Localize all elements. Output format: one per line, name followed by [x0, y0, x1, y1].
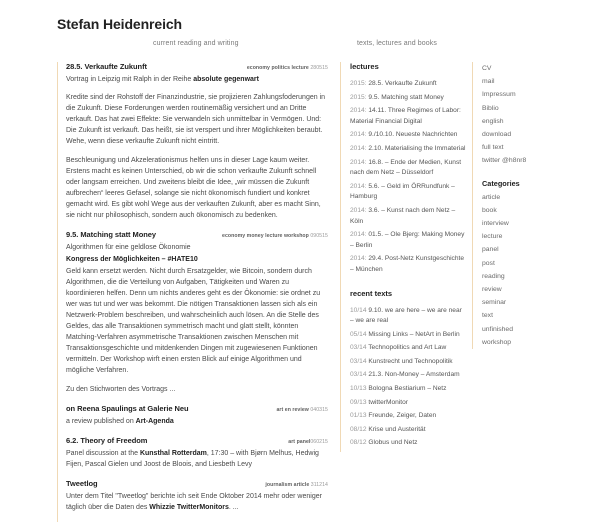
category-item-lecture[interactable]: lecture: [482, 233, 503, 241]
article-date: 280515: [310, 65, 328, 71]
text-label[interactable]: Freunde, Zeiger, Daten: [368, 412, 437, 420]
category-item-interview[interactable]: interview: [482, 220, 509, 228]
category-item-seminar[interactable]: seminar: [482, 299, 507, 307]
article-date: 040315: [310, 407, 328, 413]
lecture-label[interactable]: 2.10. Materialising the Immaterial: [368, 144, 466, 152]
list-item[interactable]: [350, 330, 466, 341]
lectures-list: [350, 79, 466, 276]
article-header: [66, 404, 328, 415]
text-label[interactable]: Krise und Austerität: [368, 425, 426, 433]
list-item[interactable]: [350, 411, 466, 422]
lecture-label[interactable]: 16.8. – Ende der Medien, Kunst nach dem Netz – Düsseldorf: [350, 158, 462, 177]
lecture-label[interactable]: 9./10.10. Neueste Nachrichten: [368, 131, 458, 139]
article-meta: [288, 437, 328, 447]
lecture-label[interactable]: 5.6. – Geld im ÖRRundfunk – Hamburg: [350, 182, 455, 201]
text-label[interactable]: Globus und Netz: [368, 439, 418, 447]
list-item[interactable]: [350, 144, 466, 155]
article-title[interactable]: 9.5. Matching statt Money: [66, 230, 157, 239]
article-header: [66, 479, 328, 490]
text-label[interactable]: Technopolitics and Art Law: [368, 344, 447, 352]
article-entry[interactable]: [66, 62, 328, 221]
article-subtitle-strong[interactable]: Art-Agenda: [135, 418, 174, 425]
lecture-label[interactable]: 9.5. Matching statt Money: [368, 93, 444, 101]
text-date: 09/13: [350, 398, 367, 406]
list-item[interactable]: [350, 425, 466, 436]
sidebar-item-biblio[interactable]: Biblio: [482, 104, 499, 112]
sidebar-item-twitter[interactable]: twitter @h8nr8: [482, 157, 527, 165]
list-item[interactable]: [350, 438, 466, 449]
article-body-strong[interactable]: Whizzie TwitterMonitors: [149, 504, 229, 511]
list-item[interactable]: [350, 306, 466, 327]
article-subtitle-line1: Algorithmen für eine geldlose Ökonomie: [66, 244, 191, 251]
lecture-date: 2014:: [350, 255, 367, 263]
category-item-panel[interactable]: panel: [482, 246, 499, 254]
article-entry[interactable]: [66, 404, 328, 427]
lecture-date: 2014:: [350, 158, 367, 166]
article-paragraph: Kredite sind der Rohstoff der Finanzindustrie, sie projizieren Zahlungsfoderungen in die Zukunft. Diese Forderungen werden routinemäßig versichert und an Dritte verkauft. Das hat zwei Effekte: Sie verwandeln sich unmittelbar in Vermögen. Und: Die Zukunft ist verkauft. Das heißt, sie ist verspert und ihrer Möglichkeiten beraubt. Wehe, wenn diese verkaufte Zukunft nicht eintritt.: [66, 94, 326, 145]
article-title[interactable]: on Reena Spaulings at Galerie Neu: [66, 404, 189, 413]
article-title[interactable]: 28.5. Verkaufte Zukunft: [66, 62, 147, 71]
article-meta: [277, 405, 329, 415]
article-paragraph: Zu den Stichworten des Vortrags ...: [66, 386, 176, 393]
category-item-workshop[interactable]: workshop: [482, 338, 512, 346]
article-body: [66, 92, 328, 221]
list-item[interactable]: [350, 182, 466, 203]
article-tags[interactable]: journalism article: [265, 482, 310, 488]
list-item[interactable]: [350, 384, 466, 395]
article-subtitle: [66, 416, 328, 427]
category-item-book[interactable]: book: [482, 206, 497, 214]
list-item[interactable]: [350, 357, 466, 368]
article-date: 060215: [310, 439, 328, 445]
lecture-date: 2014:: [350, 107, 367, 115]
text-label[interactable]: Kunstrecht und Technopolitik: [368, 357, 453, 365]
nav-item-texts-lectures[interactable]: texts, lectures and books: [357, 40, 437, 47]
category-item-text[interactable]: text: [482, 312, 493, 320]
article-header: [66, 62, 328, 73]
article-tags[interactable]: art en review: [276, 407, 309, 413]
sidebar-item-impressum[interactable]: Impressum: [482, 91, 516, 99]
text-date: 01/13: [350, 412, 367, 420]
main-column: [57, 62, 340, 522]
category-item-post[interactable]: post: [482, 259, 495, 267]
text-label[interactable]: Missing Links – NetArt in Berlin: [368, 330, 460, 338]
text-date: 10/13: [350, 385, 367, 393]
list-item[interactable]: [350, 130, 466, 141]
article-entry[interactable]: [66, 479, 328, 513]
article-paragraph: Beschleunigung und Akzelerationismus helfen uns in dieser Lage kaum weiter. Erstens macht es keinen Unterschied, ob wir die schon verkaufte Zukunft schnell oder langsam erreichen. Und zweitens bleibt die Idee, „wir müssen die Zukunft aufbrechen“ leeres Gefasel, solange sie nicht ökonomisch fundiert und konkret gemacht wird. Es gibt wohl Wege aus der verkauften Zukunft, aber es macht Sinn, sie nicht nur philosophisch, sondern auch ökonomisch zu bedenken.: [66, 157, 321, 219]
list-item[interactable]: [350, 93, 466, 104]
article-subtitle-prefix: Vortrag in Leipzig mit Ralph in der Reihe: [66, 76, 194, 83]
sidebar-item-cv[interactable]: CV: [482, 65, 492, 72]
sidebar-item-english[interactable]: english: [482, 117, 504, 125]
list-item[interactable]: [350, 106, 466, 127]
article-header: [66, 436, 328, 447]
sidebar-column: [472, 62, 590, 349]
category-item-review[interactable]: review: [482, 286, 502, 294]
text-date: 03/14: [350, 344, 367, 352]
recent-texts-list: [350, 306, 466, 450]
text-date: 08/12: [350, 439, 367, 447]
lecture-date: 2015:: [350, 93, 367, 101]
article-entry[interactable]: [66, 436, 328, 470]
article-title[interactable]: 6.2. Theory of Freedom: [66, 436, 148, 445]
middle-column: [340, 62, 472, 452]
lecture-label[interactable]: 28.5. Verkaufte Zukunft: [368, 80, 437, 87]
lecture-label[interactable]: 14.11. Three Regimes of Labor: Material Financial Digital: [350, 107, 461, 125]
article-date: 311214: [310, 482, 328, 488]
text-date: 03/14: [350, 357, 367, 365]
article-subtitle-line2: Kongress der Möglichkeiten – #HATE10: [66, 256, 198, 263]
lecture-date: 2014:: [350, 131, 367, 139]
categories-list: [482, 191, 590, 349]
lecture-date: 2014:: [350, 182, 367, 190]
article-body: [66, 266, 328, 395]
article-date: 090515: [310, 233, 328, 239]
article-tags[interactable]: economy politics lecture: [246, 65, 309, 71]
nav-item-current-reading[interactable]: current reading and writing: [153, 40, 239, 47]
article-title[interactable]: Tweetlog: [66, 479, 98, 488]
article-body-strong[interactable]: Kunsthal Rotterdam: [139, 450, 207, 457]
article-body: [66, 491, 328, 513]
category-item-unfinished[interactable]: unfinished: [482, 325, 513, 333]
text-label[interactable]: twitterMonitor: [368, 398, 408, 406]
lecture-label[interactable]: 29.4. Post-Netz Kunstgeschichte – München: [350, 255, 465, 273]
category-item-reading[interactable]: reading: [482, 272, 505, 280]
article-paragraph: Unter dem Titel "Tweetlog" berichte ich seit Ende Oktober 2014 mehr oder weniger täglich über die Daten des Whizzie TwitterMonitors. ...: [66, 493, 322, 511]
site-header: [0, 0, 600, 58]
lecture-label[interactable]: 01.5. – Ole Bjerg: Making Money – Berlin: [350, 231, 465, 249]
text-date: 05/14: [350, 330, 367, 338]
site-nav: [57, 40, 600, 58]
lecture-label[interactable]: 3.6. – Kunst nach dem Netz – Köln: [350, 206, 456, 225]
text-date: 03/14: [350, 371, 367, 379]
article-paragraph: Panel discussion at the Kunsthal Rotterdam, 17:30 – with Bjørn Melhus, Hedwig Fijen, Pascal Gielen und Joost de Bloois, and Liesbeth Levy: [66, 450, 319, 468]
list-item[interactable]: [350, 370, 466, 381]
categories-heading: Categories: [482, 178, 520, 188]
text-label[interactable]: 21.3. Non-Money – Amsterdam: [368, 371, 460, 379]
list-item[interactable]: [350, 343, 466, 354]
article-subtitle-prefix: a review published on: [66, 418, 136, 425]
article-meta: [265, 480, 328, 490]
article-subtitle-strong[interactable]: absolute gegenwart: [193, 76, 259, 83]
sidebar-item-download[interactable]: download: [482, 131, 512, 139]
recent-texts-heading: recent texts: [350, 288, 393, 298]
lecture-date: 2015:: [350, 80, 367, 87]
article-header: [66, 230, 328, 241]
list-item[interactable]: [350, 158, 466, 179]
sidebar-links: [482, 62, 590, 168]
article-subtitle: [66, 74, 328, 85]
article-meta: [222, 231, 328, 241]
list-item[interactable]: [350, 254, 466, 275]
article-tags[interactable]: art panel: [288, 439, 311, 445]
list-item[interactable]: [350, 79, 466, 90]
article-paragraph: Geld kann ersetzt werden. Nicht durch Ersatzgelder, wie Bitcoin, sondern durch Algorithmen, die die Verteilung von Aufgaben, Tätigkeiten und Waren zu koordinieren helfen. Denn um nichts anderes geht es der Ökonomie: sie ordnet zu wer was tut und wer was bekommt. Die nötigen Transaktionen lassen sich als ein Netzwerk-Problem beschreiben, und wahrscheinlich auch lösen. An die Stelle des Geldes, das alle Transaktionen symmetrisch macht und glatt stellt, könnten Matching-Verfahren asymmetrische Transaktionen zwischen Menschen mit Transaktionsgeschichte und mitdenkenden Dingen mit zugewiesenen Funktionen vermitteln. Der Workshop wirft einen ersten Blick auf einige Algorithmen und mögliche Verfahren.: [66, 268, 321, 374]
text-date: 08/12: [350, 425, 367, 433]
list-item[interactable]: [350, 398, 466, 409]
article-body: [66, 448, 328, 470]
lecture-date: 2014:: [350, 206, 367, 214]
lecture-date: 2014:: [350, 144, 367, 152]
list-item[interactable]: [350, 206, 466, 227]
sidebar-item-mail[interactable]: mail: [482, 78, 495, 86]
lecture-date: 2014:: [350, 231, 367, 239]
columns-container: [0, 62, 600, 511]
article-entry[interactable]: [66, 230, 328, 395]
article-tags[interactable]: economy money lecture workshop: [222, 233, 309, 239]
category-item-article[interactable]: article: [482, 193, 501, 201]
text-date: 10/14: [350, 306, 367, 314]
site-title: Stefan Heidenreich: [57, 16, 183, 32]
text-label[interactable]: Bologna Bestiarium – Netz: [368, 385, 447, 393]
list-item[interactable]: [350, 230, 466, 251]
article-meta: [247, 63, 328, 73]
text-label[interactable]: 9.10. we are here – we are near – we are real: [350, 306, 462, 325]
sidebar-item-full-text[interactable]: full text: [482, 144, 504, 152]
lectures-heading: lectures: [350, 62, 379, 71]
